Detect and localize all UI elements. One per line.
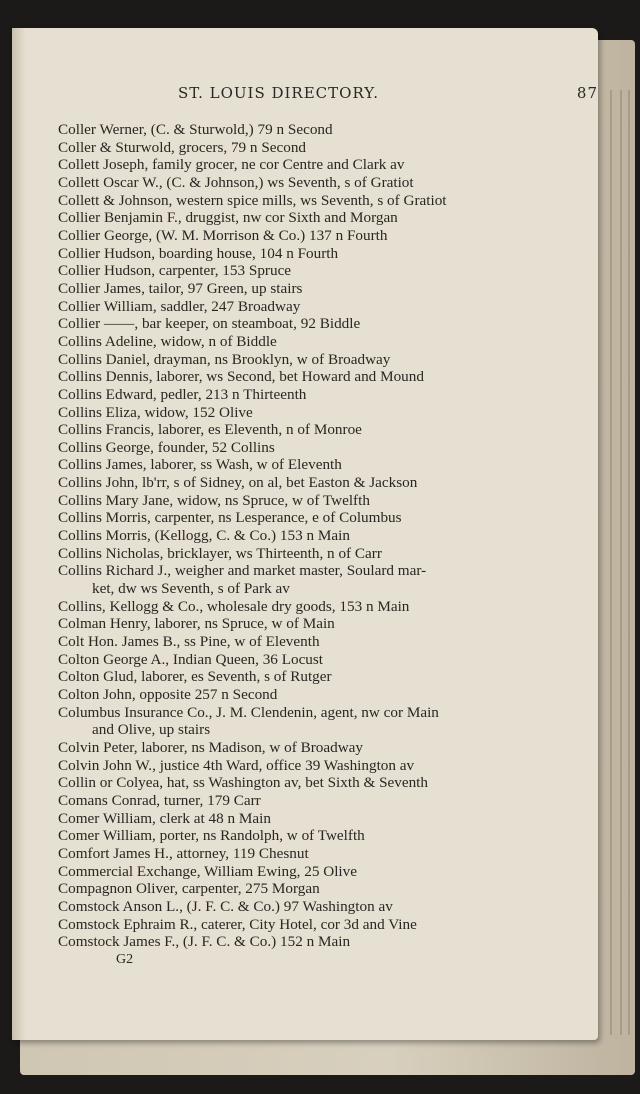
directory-entry: Collett Joseph, family grocer, ne cor Centre and Clark av [58, 156, 405, 174]
directory-entry: Comer William, porter, ns Randolph, w of Twelfth [58, 827, 365, 845]
directory-entry: Compagnon Oliver, carpenter, 275 Morgan [58, 880, 320, 898]
directory-entry: Colt Hon. James B., ss Pine, w of Eleventh [58, 633, 320, 651]
directory-entry: Collins George, founder, 52 Collins [58, 438, 275, 456]
directory-entry: Commercial Exchange, William Ewing, 25 Olive [58, 862, 357, 880]
page-header [178, 84, 598, 106]
page-edge [628, 90, 630, 1035]
directory-entry: Collier ——, bar keeper, on steamboat, 92 Biddle [58, 315, 361, 333]
directory-entry: Comstock Ephraim R., caterer, City Hotel, cor 3d and Vine [58, 915, 417, 933]
directory-entry: Columbus Insurance Co., J. M. Clendenin, agent, nw cor Main [58, 703, 439, 721]
directory-entry: Collier George, (W. M. Morrison & Co.) 137 n Fourth [58, 226, 388, 244]
directory-entry: Collins Edward, pedler, 213 n Thirteenth [58, 385, 307, 403]
directory-entry-continuation: and Olive, up stairs [92, 721, 211, 739]
directory-entry: Colton John, opposite 257 n Second [58, 686, 278, 703]
directory-entry: Colvin John W., justice 4th Ward, office 39 Washington av [58, 756, 415, 774]
directory-entry: Collins Eliza, widow, 152 Olive [58, 403, 253, 421]
directory-entry: Collins Nicholas, bricklayer, ws Thirteenth, n of Carr [58, 544, 382, 562]
directory-entry: Collins James, laborer, ss Wash, w of Eleventh [58, 456, 342, 474]
directory-entry: Collins Dennis, laborer, ws Second, bet Howard and Mound [58, 368, 424, 386]
signature-mark: G2 [116, 952, 134, 967]
directory-entry: Comstock Anson L., (J. F. C. & Co.) 97 Washington av [58, 897, 393, 915]
directory-entry: Collins Mary Jane, widow, ns Spruce, w of Twelfth [58, 491, 370, 509]
directory-entry-continuation: ket, dw ws Seventh, s of Park av [92, 580, 290, 598]
directory-entry: Collins John, lb'rr, s of Sidney, on al, bet Easton & Jackson [58, 474, 418, 492]
page-number: 87 [576, 84, 598, 102]
directory-entry: Collins Francis, laborer, es Eleventh, n of Monroe [58, 421, 362, 439]
directory-entry: Collins Daniel, drayman, ns Brooklyn, w of Broadway [58, 350, 391, 368]
directory-entry: Collins Adeline, widow, n of Biddle [58, 332, 277, 350]
directory-entry: Comans Conrad, turner, 179 Carr [58, 791, 261, 809]
directory-entry: Collier Benjamin F., druggist, nw cor Sixth and Morgan [58, 209, 398, 227]
directory-entry: Coller & Sturwold, grocers, 79 n Second [58, 138, 307, 156]
directory-entry: Collin or Colyea, hat, ss Washington av, bet Sixth & Seventh [58, 774, 429, 792]
directory-entry: Collier William, saddler, 247 Broadway [58, 297, 301, 315]
directory-entry: Collins Richard J., weigher and market master, Soulard mar- [58, 562, 427, 580]
directory-entry: Collins, Kellogg & Co., wholesale dry goods, 153 n Main [58, 597, 410, 615]
directory-entry: Collins Morris, (Kellogg, C. & Co.) 153 n Main [58, 527, 350, 545]
directory-entry: Collett Oscar W., (C. & Johnson,) ws Seventh, s of Gratiot [58, 173, 414, 191]
directory-entry: Collier Hudson, boarding house, 104 n Fourth [58, 244, 339, 262]
directory-entry: Collett & Johnson, western spice mills, ws Seventh, s of Gratiot [58, 191, 447, 209]
directory-entry: Comer William, clerk at 48 n Main [58, 809, 271, 827]
directory-entry: Comfort James H., attorney, 119 Chesnut [58, 844, 309, 862]
page-edge [620, 90, 622, 1035]
page-edge [610, 90, 612, 1035]
directory-entry: Collier James, tailor, 97 Green, up stairs [58, 279, 303, 297]
directory-entry: Colman Henry, laborer, ns Spruce, w of Main [58, 615, 335, 633]
directory-entry: Colton George A., Indian Queen, 36 Locust [58, 650, 324, 668]
directory-entry: Colvin Peter, laborer, ns Madison, w of Broadway [58, 738, 364, 756]
directory-entry: Coller Werner, (C. & Sturwold,) 79 n Second [58, 121, 333, 138]
directory-entry: Comstock James F., (J. F. C. & Co.) 152 n Main [58, 933, 351, 951]
directory-entry: Collier Hudson, carpenter, 153 Spruce [58, 262, 292, 280]
directory-entry: Colton Glud, laborer, es Seventh, s of Rutger [58, 668, 332, 686]
directory-entry: Collins Morris, carpenter, ns Lesperance, e of Columbus [58, 509, 402, 527]
running-title: ST. LOUIS DIRECTORY. [178, 84, 380, 102]
directory-entries [58, 121, 518, 951]
